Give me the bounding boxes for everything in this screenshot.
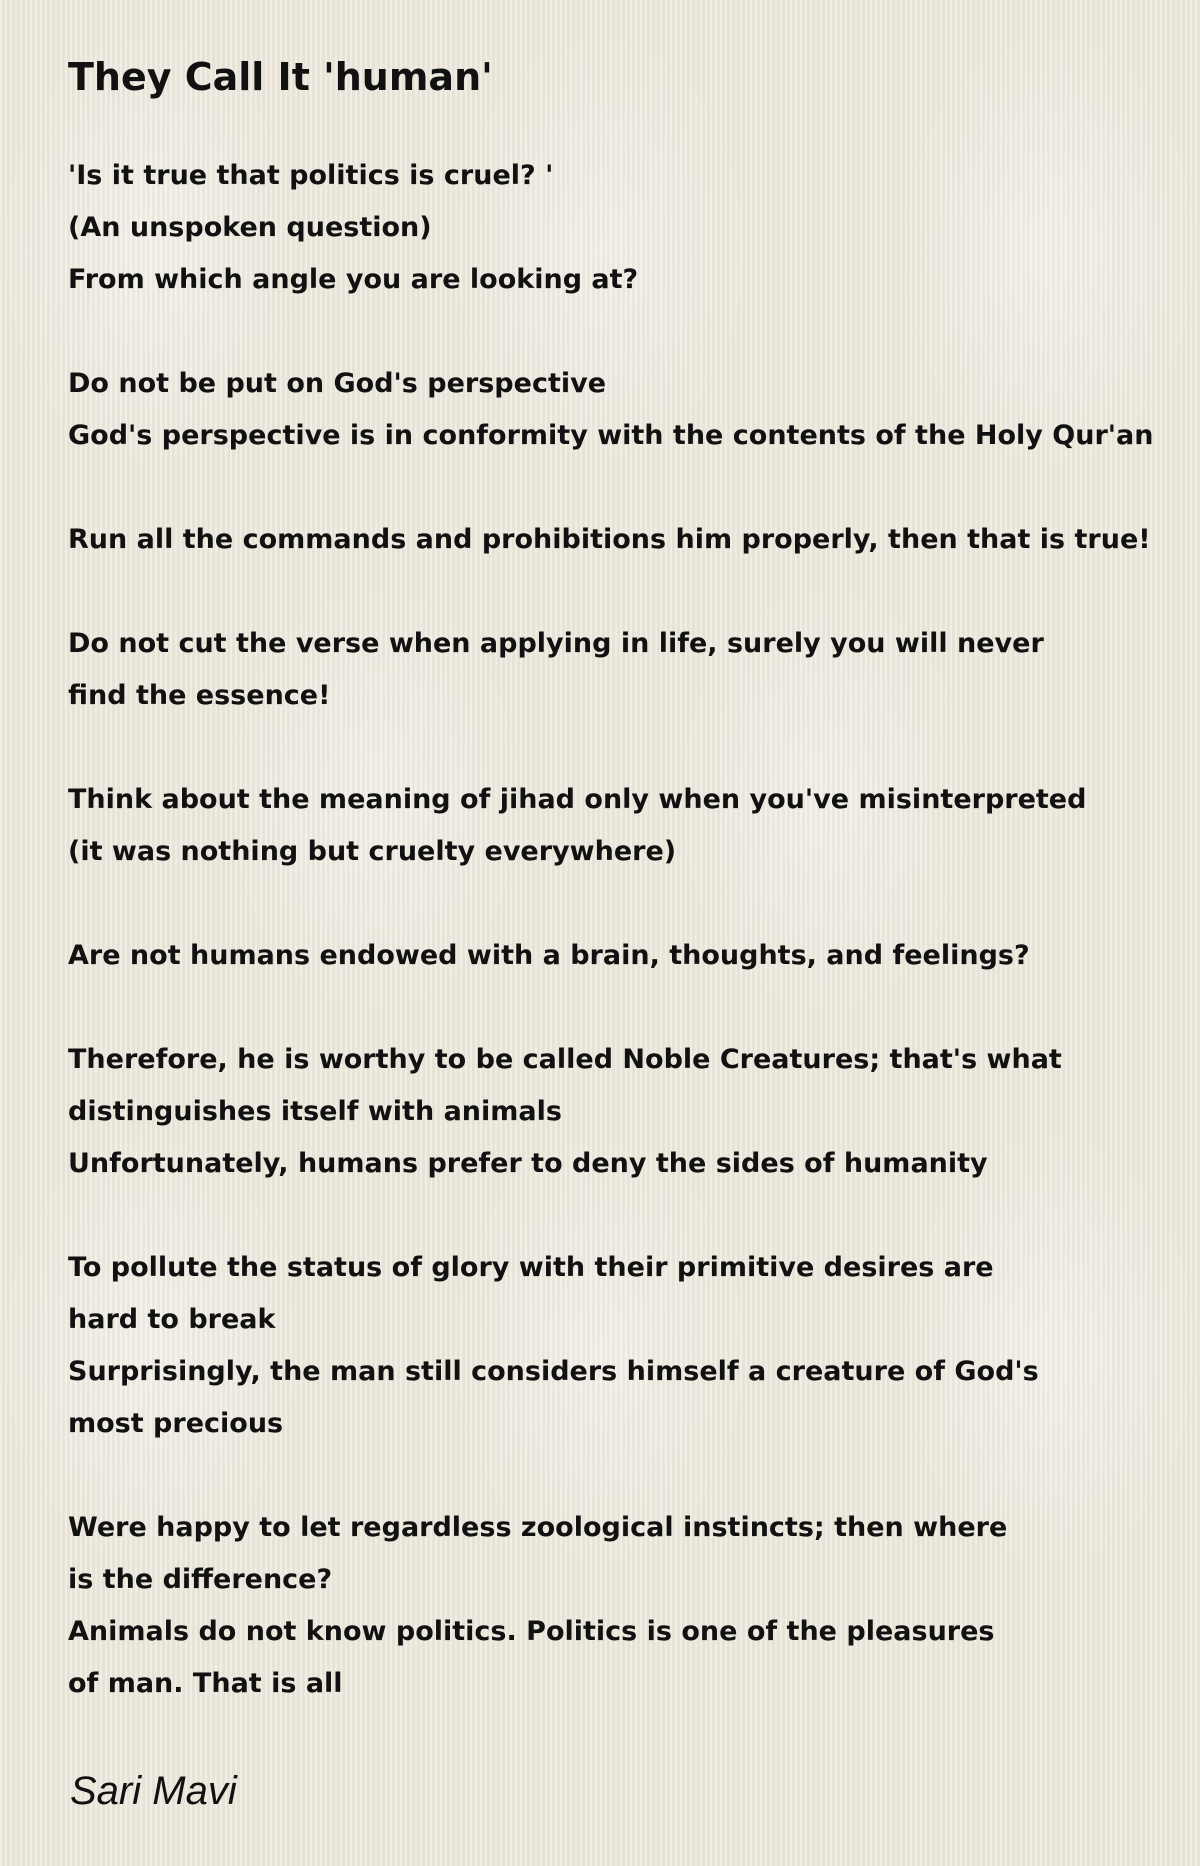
poem-line: find the essence! <box>68 680 331 711</box>
stanza <box>68 1034 1178 1190</box>
stanza <box>68 150 1178 306</box>
stanza <box>68 774 1178 878</box>
stanza <box>68 930 1178 982</box>
poem-line: (An unspoken question) <box>68 212 432 243</box>
stanza-gap <box>68 982 1178 1034</box>
poem-body <box>68 150 1178 1710</box>
stanza-gap <box>68 1190 1178 1242</box>
poem-line: From which angle you are looking at? <box>68 264 639 295</box>
poem-line: God's perspective is in conformity with the contents of the Holy Qur'an <box>68 420 1154 451</box>
stanza <box>68 514 1178 566</box>
stanza-gap <box>68 306 1178 358</box>
poem-line: 'Is it true that politics is cruel? ' <box>68 160 554 191</box>
poem-line: Do not be put on God's perspective <box>68 368 607 399</box>
poem-line: of man. That is all <box>68 1668 343 1699</box>
poem-line: Animals do not know politics. Politics is one of the pleasures <box>68 1616 995 1647</box>
stanza-gap <box>68 1450 1178 1502</box>
poem-line: (it was nothing but cruelty everywhere) <box>68 836 677 867</box>
poem-line: Were happy to let regardless zoological instincts; then where <box>68 1512 1008 1543</box>
stanza <box>68 1502 1178 1710</box>
stanza <box>68 618 1178 722</box>
poem-line: To pollute the status of glory with their primitive desires are <box>68 1252 994 1283</box>
poem-line: most precious <box>68 1408 284 1439</box>
poem-line: Run all the commands and prohibitions him properly, then that is true! <box>68 524 1151 555</box>
poem-line: hard to break <box>68 1304 276 1335</box>
stanza <box>68 1242 1178 1450</box>
poem-line: Think about the meaning of jihad only when you've misinterpreted <box>68 784 1087 815</box>
poem-line: is the difference? <box>68 1564 333 1595</box>
stanza-gap <box>68 566 1178 618</box>
stanza <box>68 358 1178 462</box>
stanza-gap <box>68 878 1178 930</box>
poem-line: Unfortunately, humans prefer to deny the sides of humanity <box>68 1148 988 1179</box>
stanza-gap <box>68 462 1178 514</box>
poem-line: Are not humans endowed with a brain, thoughts, and feelings? <box>68 940 1030 971</box>
poem-author: Sari Mavi <box>70 1769 237 1813</box>
poem-line: distinguishes itself with animals <box>68 1096 562 1127</box>
poem-line: Therefore, he is worthy to be called Noble Creatures; that's what <box>68 1044 1062 1075</box>
stanza-gap <box>68 722 1178 774</box>
poem-line: Surprisingly, the man still considers himself a creature of God's <box>68 1356 1039 1387</box>
poem-line: Do not cut the verse when applying in life, surely you will never <box>68 628 1044 659</box>
poem-title: They Call It 'human' <box>68 55 493 99</box>
